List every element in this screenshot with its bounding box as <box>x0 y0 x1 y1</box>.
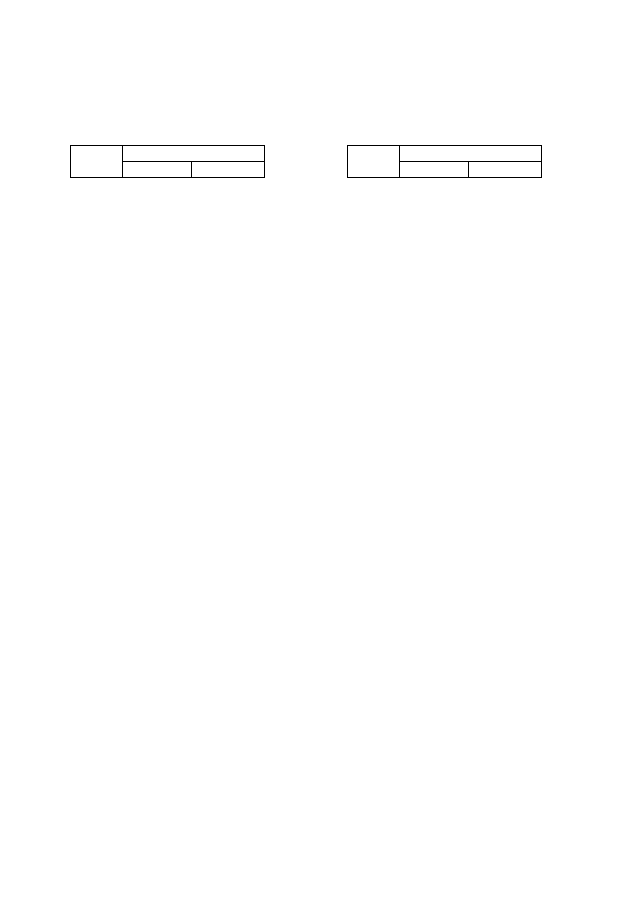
header-coordinates <box>122 146 264 162</box>
header-point-number <box>348 146 400 178</box>
coordinates-table-right <box>347 145 542 178</box>
header-point-number <box>71 146 123 178</box>
header-x <box>122 162 192 178</box>
header-y <box>192 162 265 178</box>
header-y <box>469 162 542 178</box>
boundary-plot <box>0 515 639 675</box>
header-coordinates <box>399 146 541 162</box>
coordinates-table-left <box>70 145 265 178</box>
header-x <box>399 162 469 178</box>
